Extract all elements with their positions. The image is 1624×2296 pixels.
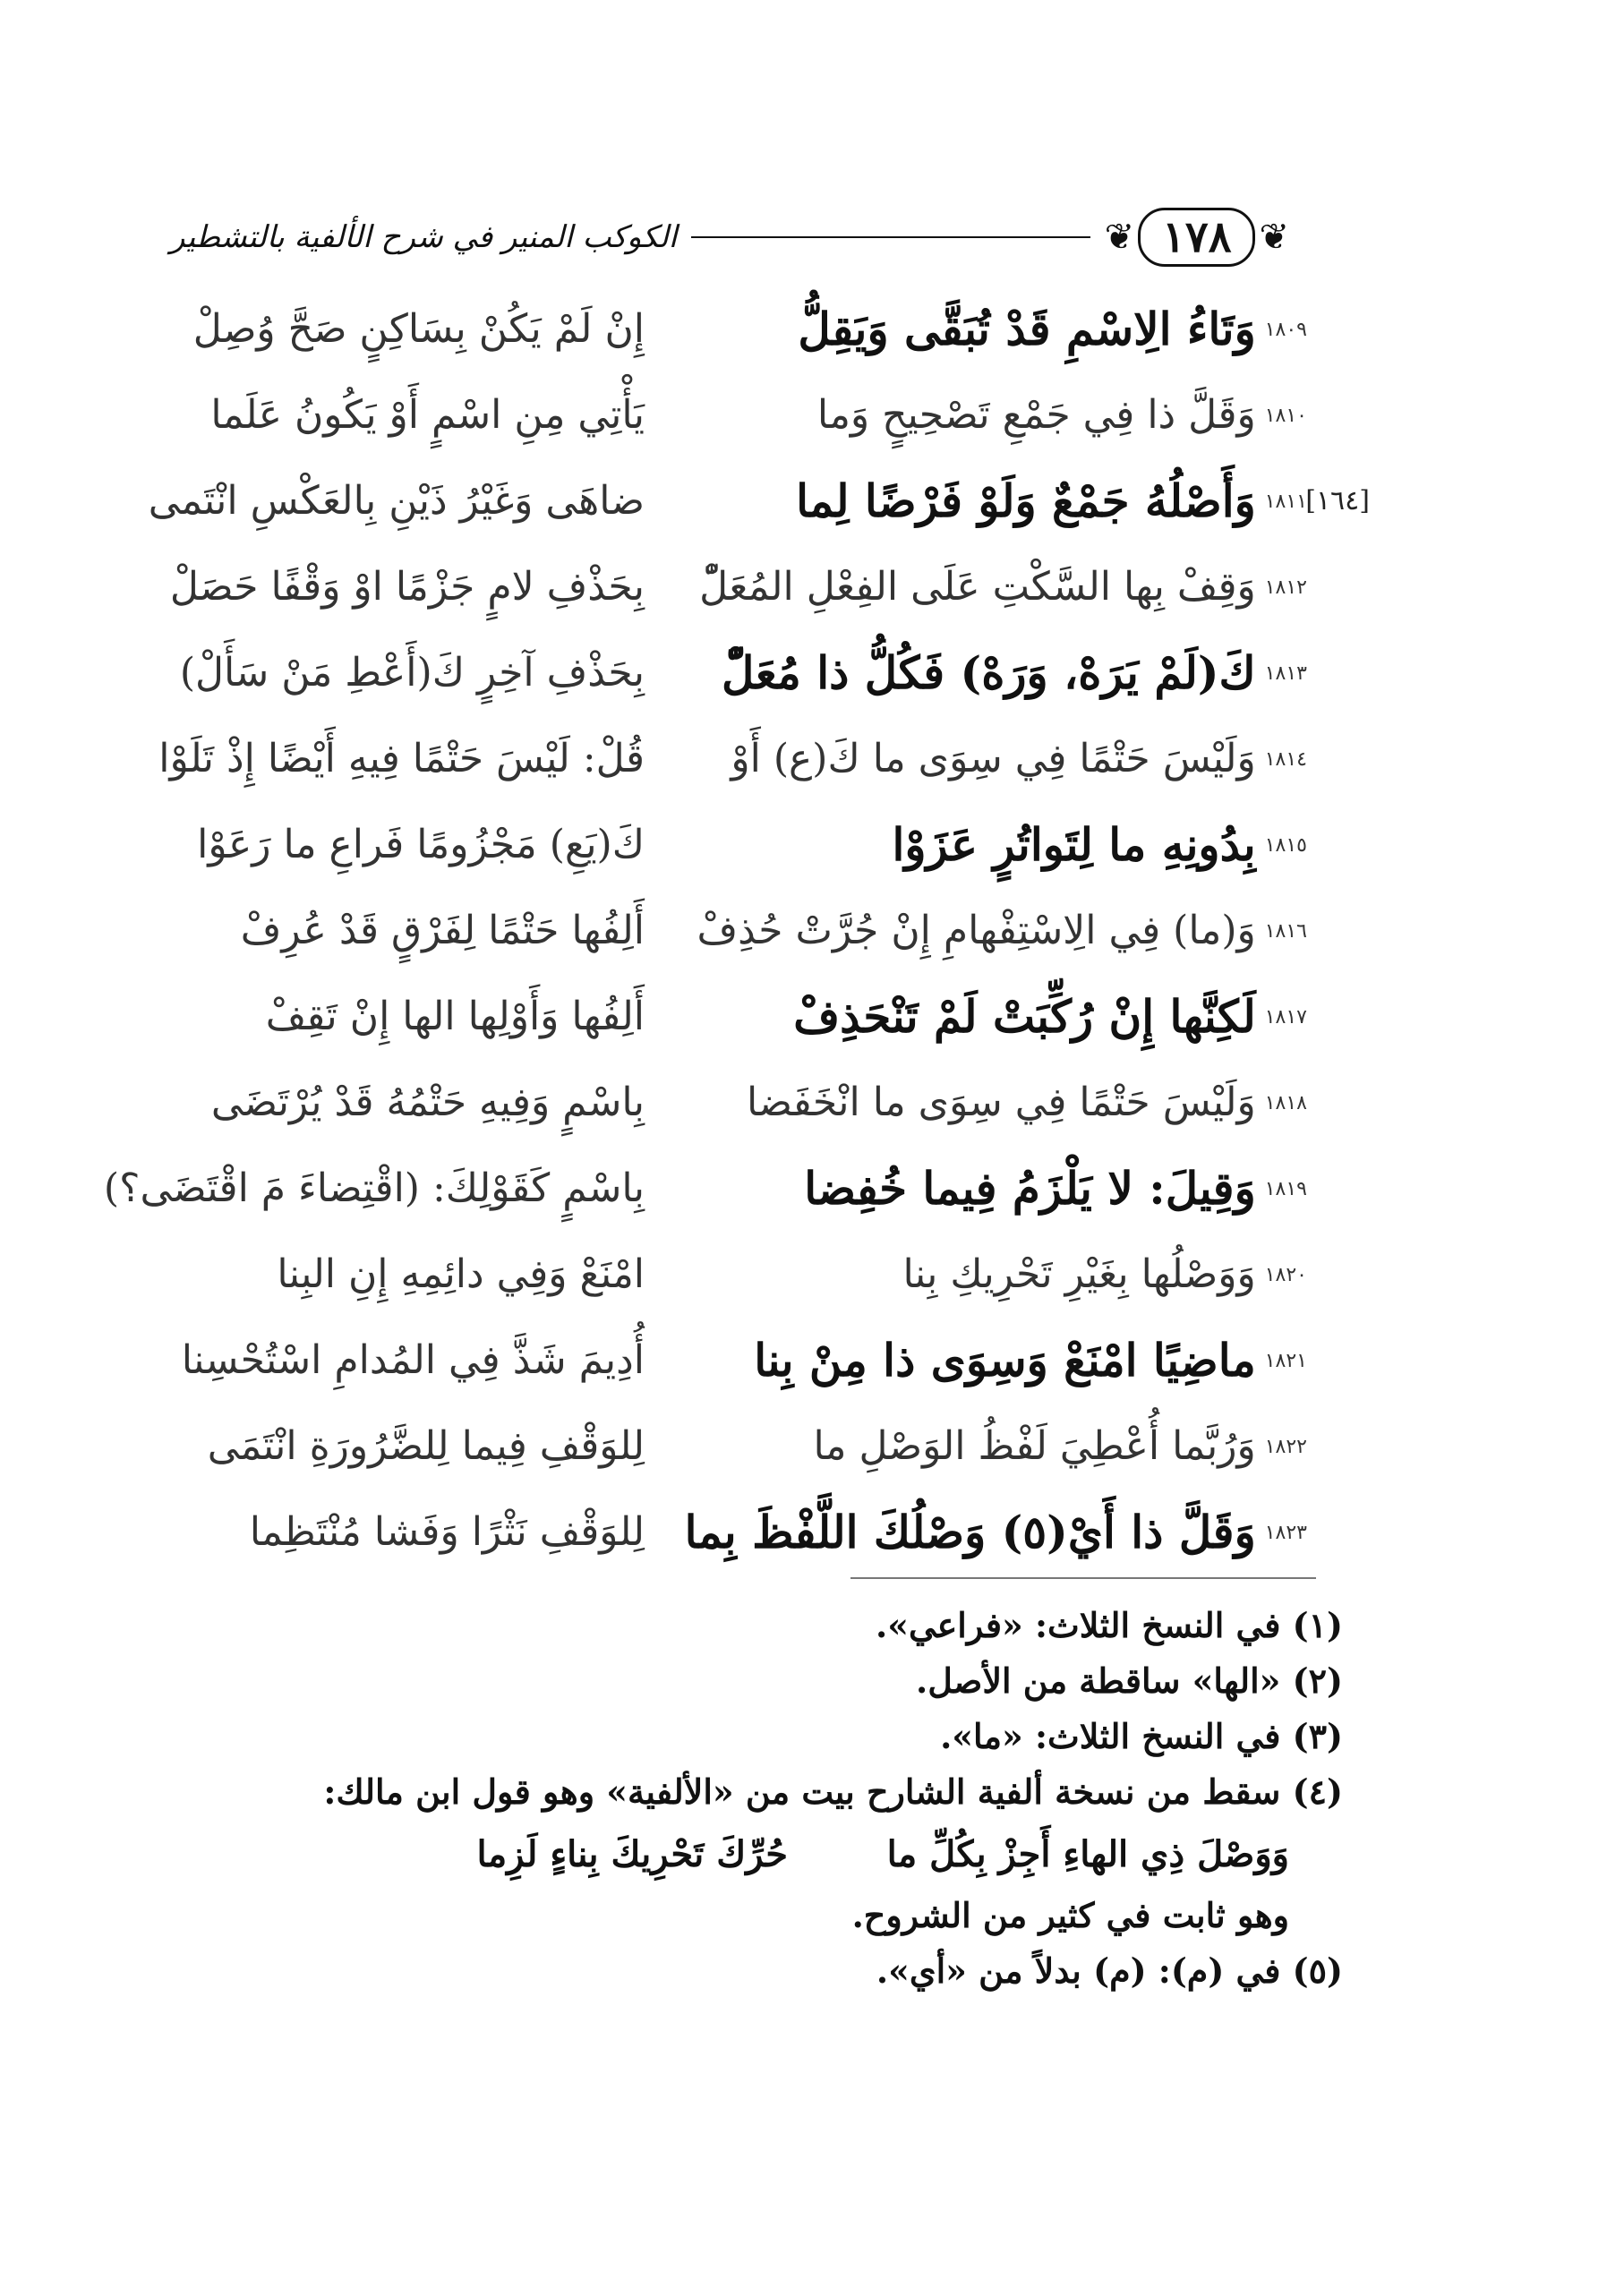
header-rule: [691, 236, 1090, 238]
verse-row: [134, 630, 1307, 716]
right-flourish-icon: ❦: [1104, 217, 1135, 258]
footnote-4: (٤) سقط من نسخة ألفية الشارح بيت من «الألفية» وهو قول ابن مالك:: [323, 1771, 1343, 1812]
verse-number: ١٨١٧: [1264, 1005, 1307, 1029]
verse-row: [134, 802, 1307, 888]
footnote-2: (٢) «الها» ساقطة من الأصل.: [916, 1660, 1343, 1701]
verse-text: إِنْ لَمْ يَكُنْ بِسَاكِنٍ صَحَّ وُصِلْ: [192, 306, 645, 352]
verse-number: ١٨١٣: [1264, 661, 1307, 685]
verse-number: ١٨١١: [1264, 490, 1307, 513]
verse-text: أُدِيمَ شَذَّ فِي المُدامِ اسْتُحْسِنا: [181, 1337, 645, 1383]
verse-text: لِلوَقْفِ فِيما لِلضَّرُورَةِ انْتَمَى: [207, 1423, 645, 1469]
verse-text: ماضِيًا امْنَعْ وَسِوَى ذا مِنْ بِنا: [754, 1334, 1256, 1387]
second-hemistich: [143, 306, 645, 352]
second-hemistich: [143, 1251, 645, 1297]
verse-text: وَوَصْلُها بِغَيْرِ تَحْرِيكِ بِنا: [902, 1251, 1256, 1297]
verse-text: يَأْتِي مِنِ اسْمٍ أَوْ يَكُونُ عَلَما: [210, 392, 645, 438]
verse-number: ١٨١٦: [1264, 919, 1307, 943]
verse-row: [134, 458, 1370, 544]
verse-text: بِدُونِهِ ما لِتَواتُرٍ عَزَوْا: [892, 818, 1256, 871]
verse-row: [103, 1146, 1307, 1232]
verse-text: وَتَاءُ الِاسْمِ قَدْ تُبَقَّى وَيَقِلُّ: [798, 303, 1256, 355]
manuscript-folio-marker: [١٦٤]: [1305, 485, 1370, 516]
second-hemistich: [143, 1423, 645, 1469]
verse-number: ١٨٢٠: [1264, 1263, 1307, 1286]
first-hemistich: [698, 1423, 1307, 1469]
verse-row: [134, 286, 1307, 372]
second-hemistich: [143, 822, 645, 867]
first-hemistich: [698, 1162, 1307, 1215]
second-hemistich: [143, 1337, 645, 1383]
first-hemistich: [698, 736, 1307, 781]
quoted-first-hemistich: وَوَصْلَ ذِي الهاءِ أَجِزْ بِكُلِّ ما: [886, 1832, 1289, 1875]
footnote-1: (١) في النسخ الثلاث: «فراعي».: [875, 1605, 1343, 1645]
verse-row: [134, 1318, 1307, 1404]
verse-row: [134, 716, 1307, 802]
verse-text: قُلْ: لَيْسَ حَتْمًا فِيهِ أَيْضًا إِذْ تَلَوْا: [158, 736, 645, 781]
second-hemistich: [103, 1165, 645, 1211]
verse-text: وَأَصْلُهُ جَمْعٌ وَلَوْ فَرْضًا لِما: [796, 474, 1256, 527]
verse-text: وَقِفْ بِها السَّكْتِ عَلَى الفِعْلِ المُعَلّْ: [699, 564, 1256, 610]
verse-row: [134, 1232, 1307, 1318]
verse-row: [134, 372, 1307, 458]
second-hemistich: [143, 1080, 645, 1125]
verse-text: بِاسْمٍ كَقَوْلِكَ: (اقْتِضاءَ مَ اقْتَضَى؟): [103, 1165, 645, 1211]
verse-row: [134, 1060, 1307, 1146]
verse-row: [134, 1489, 1307, 1575]
running-title: الكوكب المنير في شرح الألفية بالتشطير: [170, 219, 678, 255]
verse-text: بِاسْمٍ وَفِيهِ حَتْمُهُ قَدْ يُرْتَضَى: [210, 1080, 645, 1125]
verse-row: [134, 544, 1307, 630]
first-hemistich: [698, 392, 1307, 438]
second-hemistich: [143, 392, 645, 438]
verse-number: ١٨١٨: [1264, 1091, 1307, 1114]
verse-row: [134, 888, 1307, 974]
poem: [103, 286, 1370, 1575]
verse-text: وَقِيلَ: لا يَلْزَمُ فِيما خُفِضا: [804, 1162, 1256, 1215]
first-hemistich: [698, 1251, 1307, 1297]
second-hemistich: [143, 650, 645, 696]
verse-number: ١٨٢٢: [1264, 1435, 1307, 1458]
first-hemistich: [698, 1080, 1307, 1125]
verse-text: بِحَذْفِ آخِرٍ كَ(أَعْطِ مَنْ سَأَلْ): [179, 650, 645, 696]
footnotes: [170, 1598, 1343, 1999]
verse-number: ١٨١٤: [1264, 747, 1307, 771]
verse-text: وَلَيْسَ حَتْمًا فِي سِوَى ما كَ(ع) أَوْ: [731, 736, 1256, 781]
verse-number: ١٨١٩: [1264, 1177, 1307, 1200]
verse-text: أَلِفُها حَتْمًا لِفَرْقٍ قَدْ عُرِفْ: [240, 908, 645, 953]
verse-text: بِحَذْفِ لامٍ جَزْمًا اوْ وَقْفًا حَصَلْ: [169, 564, 645, 610]
verse-text: امْنَعْ وَفِي دائِمِهِ إِنِ البِنا: [277, 1251, 645, 1297]
second-hemistich: [143, 478, 645, 524]
verse-number: ١٨١٠: [1264, 404, 1307, 427]
first-hemistich: [698, 564, 1307, 610]
left-flourish-icon: ❦: [1259, 217, 1289, 258]
verse-text: ضاهَى وَغَيْرُ ذَيْنِ بِالعَكْسِ انْتَمى: [148, 478, 645, 524]
page-header: [170, 206, 1289, 269]
verse-number: ١٨٢٣: [1264, 1521, 1307, 1544]
second-hemistich: [143, 736, 645, 781]
verse-text: كَ(لَمْ يَرَهْ، وَرَهْ) فَكُلُّ ذا مُعَلّْ: [722, 646, 1256, 699]
second-hemistich: [143, 994, 645, 1039]
quoted-second-hemistich: حُرِّكَ تَحْرِيكَ بِناءٍ لَزِما: [476, 1832, 788, 1875]
first-hemistich: [684, 1506, 1307, 1558]
verse-text: لَكِنَّها إِنْ رُكِّبَتْ لَمْ تَنْحَذِفْ: [793, 990, 1256, 1043]
first-hemistich: [698, 990, 1307, 1043]
verse-text: وَ(ما) فِي الِاسْتِفْهامِ إِنْ جُرَّتْ حُذِفْ: [697, 908, 1256, 953]
footnote-4-quoted-verse: [170, 1820, 1343, 1888]
verse-text: وَلَيْسَ حَتْمًا فِي سِوَى ما انْخَفَضا: [747, 1080, 1256, 1125]
verse-text: وَقَلَّ ذا فِي جَمْعِ تَصْحِيحٍ وَما: [816, 392, 1256, 438]
verse-number: ١٨١٢: [1264, 576, 1307, 599]
second-hemistich: [143, 564, 645, 610]
page-number-ornament: [1105, 208, 1289, 267]
first-hemistich: [698, 303, 1307, 355]
first-hemistich: [698, 818, 1307, 871]
verse-number: ١٨٠٩: [1264, 318, 1307, 341]
second-hemistich: [143, 908, 645, 953]
first-hemistich: [698, 646, 1307, 699]
second-hemistich: [143, 1509, 645, 1555]
first-hemistich: [698, 474, 1307, 527]
first-hemistich: [698, 1334, 1307, 1387]
verse-row: [134, 1404, 1307, 1489]
footnote-separator: [850, 1577, 1316, 1579]
verse-text: أَلِفُها وَأَوْلِها الها إِنْ تَقِفْ: [265, 994, 645, 1039]
footnote-3: (٣) في النسخ الثلاث: «ما».: [940, 1716, 1343, 1756]
first-hemistich: [697, 908, 1307, 953]
footnote-5: (٥) في (م): (م) بدلاً من «أي».: [876, 1950, 1343, 1991]
verse-text: كَ(يَعِ) مَجْزُومًا فَراعِ ما رَعَوْا: [197, 822, 645, 867]
verse-row: [134, 974, 1307, 1060]
verse-number: ١٨١٥: [1264, 833, 1307, 857]
page-number: ١٧٨: [1138, 208, 1255, 267]
verse-text: وَقَلَّ ذا أَيْ(٥) وَصْلُكَ اللَّفْظَ بِما: [684, 1506, 1256, 1558]
verse-number: ١٨٢١: [1264, 1349, 1307, 1372]
verse-text: لِلوَقْفِ نَثْرًا وَفَشا مُنْتَظِما: [249, 1509, 645, 1555]
verse-text: وَرُبَّما أُعْطِيَ لَفْظُ الوَصْلِ ما: [813, 1423, 1256, 1469]
footnote-4-tail: وهو ثابت في كثير من الشروح.: [851, 1895, 1289, 1935]
